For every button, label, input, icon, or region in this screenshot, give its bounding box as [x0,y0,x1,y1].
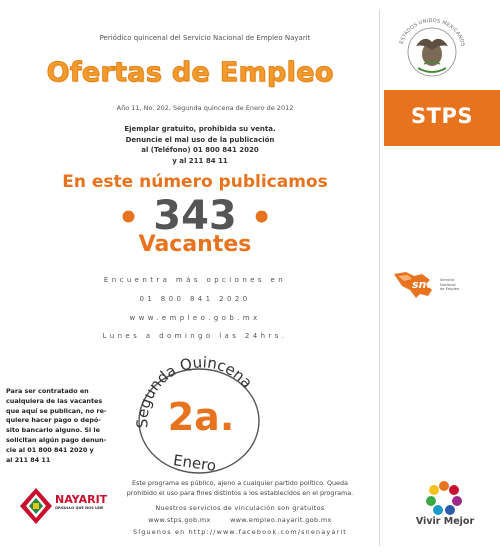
free-notice [100,124,300,166]
sne-label [440,278,490,292]
facebook-link[interactable]: Síguenos en http://www.facebook.com/snenayarit [132,528,347,536]
warning-line: quiere hacer pago o depó- [6,416,101,425]
stamp-number: 2a. [167,395,235,439]
issue-stamp [120,350,270,480]
vivir-mejor-icon [424,478,464,516]
headline: En este número publicamos [62,172,328,192]
page-title: Ofertas de Empleo [46,57,334,88]
nayarit-logo-text: NAYARIT [55,493,108,506]
bullet-right: • [250,198,273,238]
vacancy-number: 343 [153,193,237,239]
warning-line: sito bancario alguno. Si le [6,426,100,435]
warning-line: que aquí se publican, no re- [6,406,107,415]
svg-text:sne: sne [412,278,434,291]
warning-line: cie al 01 800 841 2020 y [6,445,94,454]
sne-label-line: de Empleo [440,287,460,291]
bullet-left: • [117,198,140,238]
disclaimer-line: Este programa es público, ajeno a cualquier partido político. Queda [132,479,348,487]
payment-warning [6,387,113,465]
warning-line: cualquiera de las vacantes [6,396,103,405]
stamp-month: Enero [172,451,218,475]
warning-line: solicitan algún pago denun- [6,435,107,444]
column-divider [379,10,380,546]
sne-logo-icon [392,266,440,302]
footer-sites: www.stps.gob.mx www.empleo.nayarit.gob.mx [148,516,332,524]
free-notice-line: Ejemplar gratuito, prohibida su venta. [124,125,276,133]
issue-info: Año 11, No. 202, Segunda quincena de Enero de 2012 [116,104,294,112]
vacancy-unit: Vacantes [138,232,252,257]
stps-logo-text: STPS [411,104,473,128]
contact-website: www.empleo.gob.mx [129,314,261,322]
contact-phone: 01 800 841 2020 [139,295,251,303]
mexico-seal-icon [394,16,470,80]
warning-line: al 211 84 11 [6,455,51,464]
free-notice-line: y al 211 84 11 [172,156,228,165]
stamp-arc-text: Segunda Quincena [133,353,257,429]
nayarit-emblem-icon [18,486,54,526]
sne-label-line: Servicio [440,278,455,282]
warning-line: Para ser contratado en [6,387,89,395]
contact-intro: Encuentra más opciones en [103,276,287,284]
svg-text:ESTADOS UNIDOS MEXICANOS: ESTADOS UNIDOS MEXICANOS [398,17,466,47]
disclaimer-line: prohibido el uso para fines distintos a los establecidos en el programa. [126,489,354,497]
sne-label-line: Nacional [440,282,456,287]
services-note: Nuestros servicios de vinculación son gratuitos [155,504,325,512]
nayarit-slogan: ORGULLO QUE NOS UNE [55,506,104,510]
free-notice-line: al (Teléfono) 01 800 841 2020 [141,146,259,154]
disclaimer [110,478,370,498]
free-notice-line: Denuncie el mal uso de la publicación [125,135,275,144]
contact-hours: Lunes a domingo las 24hrs. [102,332,288,340]
publication-tagline: Periódico quincenal del Servicio Nacional de Empleo Nayarit [99,34,311,42]
vivir-mejor-text: Vivir Mejor [415,516,475,527]
